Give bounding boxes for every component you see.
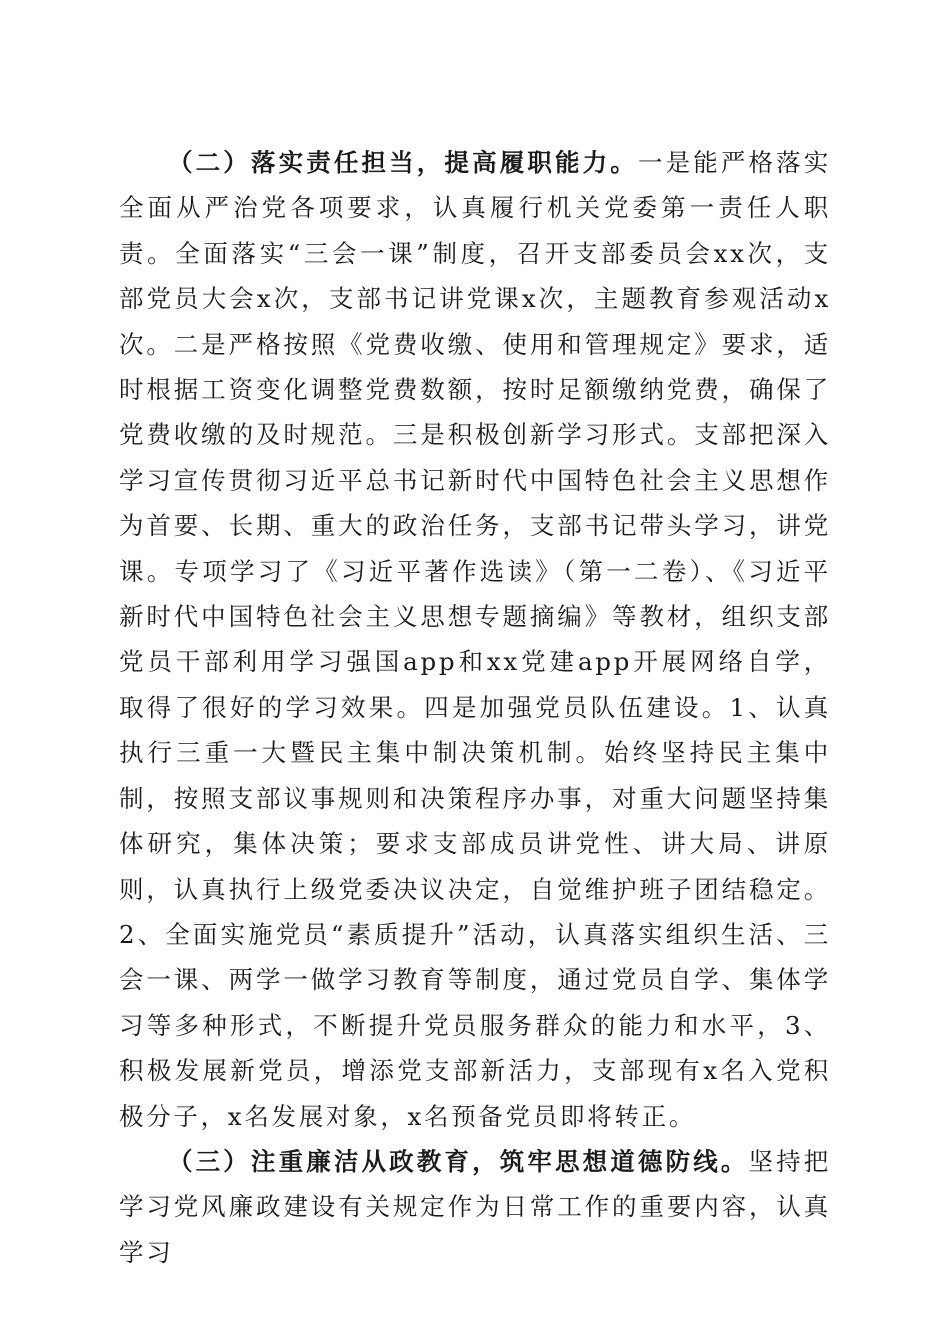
section-2-heading: （二）落实责任担当，提高履职能力。 — [168, 148, 638, 177]
section-2-body: 一是能严格落实全面从严治党各项要求，认真履行机关党委第一责任人职责。全面落实“三会一课”制度，召开支部委员会xx次，支部党员大会x次，支部书记讲党课x次，主题教育参观活动x次。二是严格按照《党费收缴、使用和管理规定》要求，适时根据工资变化调整党费数额，按时足额缴纳党费，确保了党费收缴的及时规范。三是积极创新学习形式。支部把深入学习宣传贯彻习近平总书记新时代中国特色社会主义思想作为首要、长期、重大的政治任务，支部书记带头学习，讲党课。专项学习了《习近平著作选读》（第一二卷）、《习近平新时代中国特色社会主义思想专题摘编》等教材，组织支部党员干部利用学习强国app和xx党建app开展网络自学，取得了很好的学习效果。四是加强党员队伍建设。1、认真执行三重一大暨民主集中制决策机制。始终坚持民主集中制，按照支部议事规则和决策程序办事，对重大问题坚持集体研究，集体决策；要求支部成员讲党性、讲大局、讲原则，认真执行上级党委决议决定，自觉维护班子团结稳定。2、全面实施党员“素质提升”活动，认真落实组织生活、三会一课、两学一做学习教育等制度，通过党员自学、集体学习等多种形式，不断提升党员服务群众的能力和水平，3、积极发展新党员，增添党支部新活力，支部现有x名入党积极分子，x名发展对象，x名预备党员即将转正。 — [119, 148, 831, 1131]
section-3-body: 坚持把学习党风廉政建设有关规定作为日常工作的重要内容，认真学习 — [119, 1146, 831, 1267]
paragraph-section-2 — [119, 140, 831, 1139]
paragraph-section-3 — [119, 1139, 831, 1275]
section-3-heading: （三）注重廉洁从政教育，筑牢思想道德防线。 — [168, 1146, 749, 1176]
document-body — [119, 140, 831, 1275]
